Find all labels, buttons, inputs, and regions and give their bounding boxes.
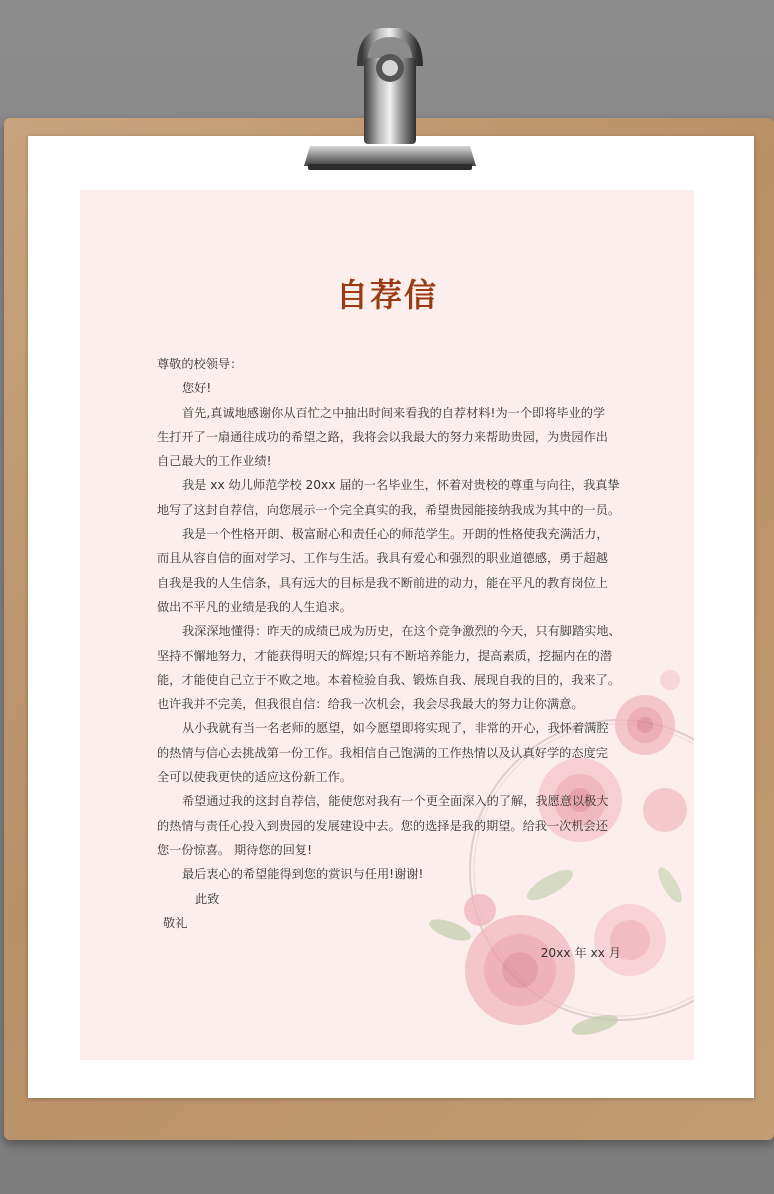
letter-body <box>157 352 621 965</box>
paragraph-intro <box>157 473 621 522</box>
letter-title: 自荐信 <box>335 276 438 314</box>
binder-clip-icon <box>300 28 480 178</box>
greeting: 您好! <box>182 381 212 396</box>
paragraph-line: 最后衷心的希望能得到您的赏识与任用!谢谢! <box>182 867 424 882</box>
paragraph-line: 做出不平凡的业绩是我的人生追求。 <box>157 599 352 614</box>
paragraph-line: 也许我并不完美，但我很自信：给我一次机会，我会尽我最大的努力让你满意。 <box>157 697 584 712</box>
paragraph-line: 从小我就有当一名老师的愿望，如今愿望即将实现了，非常的开心，我怀着满腔 <box>182 721 609 736</box>
paragraph-line: 您一份惊喜。 期待您的回复! <box>157 842 313 857</box>
paragraph-final <box>157 862 621 886</box>
paragraph-line: 我是一个性格开朗、极富耐心和责任心的师范学生。开朗的性格使我充满活力， <box>182 527 609 542</box>
paragraph-line: 而且从容自信的面对学习、工作与生活。我具有爱心和强烈的职业道德感，勇于超越 <box>157 551 608 566</box>
paragraph-personality <box>157 522 621 619</box>
paragraph-line: 自己最大的工作业绩! <box>157 454 272 469</box>
paragraph-line: 生打开了一扇通往成功的希望之路，我将会以我最大的努力来帮助贵园，为贵园作出 <box>157 429 608 444</box>
paragraph-dream <box>157 716 621 789</box>
salutation: 尊敬的校领导： <box>157 357 243 371</box>
paragraph-line: 的热情与信心去挑战第一份工作。我相信自己饱满的工作热情以及认真好学的态度完 <box>157 745 608 760</box>
paragraph-line: 能，才能使自己立于不败之地。本着检验自我、锻炼自我、展现自我的目的，我来了。 <box>157 672 621 687</box>
paragraph-line: 我是 xx 幼儿师范学校 20xx 届的一名毕业生，怀着对贵校的尊重与向往，我真挚 <box>182 478 620 493</box>
paragraph-line: 坚持不懈地努力，才能获得明天的辉煌;只有不断培养能力，提高素质，挖掘内在的潜 <box>157 648 613 663</box>
paragraph-line: 希望通过我的这封自荐信，能使您对我有一个更全面深入的了解，我愿意以极大 <box>182 794 609 809</box>
paragraph-line: 我深深地懂得：昨天的成绩已成为历史，在这个竞争激烈的今天，只有脚踏实地、 <box>182 624 621 639</box>
closing-jingli: 敬礼 <box>163 915 188 930</box>
paragraph-hope <box>157 789 621 862</box>
paragraph-line: 的热情与责任心投入到贵园的发展建设中去。您的选择是我的期望。给我一次机会还 <box>157 818 608 833</box>
paragraph-thanks <box>157 401 621 474</box>
letter-date: 20xx 年 xx 月 <box>540 946 621 961</box>
paragraph-line: 首先,真诚地感谢你从百忙之中抽出时间来看我的自荐材料!为一个即将毕业的学 <box>182 405 606 420</box>
paragraph-line: 自我是我的人生信条，具有远大的目标是我不断前进的动力，能在平凡的教育岗位上 <box>157 575 608 590</box>
paragraph-line: 全可以使我更快的适应这份新工作。 <box>157 770 352 785</box>
paragraph-line: 地写了这封自荐信，向您展示一个完全真实的我，希望贵园能接纳我成为其中的一员。 <box>157 502 621 517</box>
paragraph-understanding <box>157 619 621 716</box>
closing-cizhi: 此致 <box>195 891 220 906</box>
